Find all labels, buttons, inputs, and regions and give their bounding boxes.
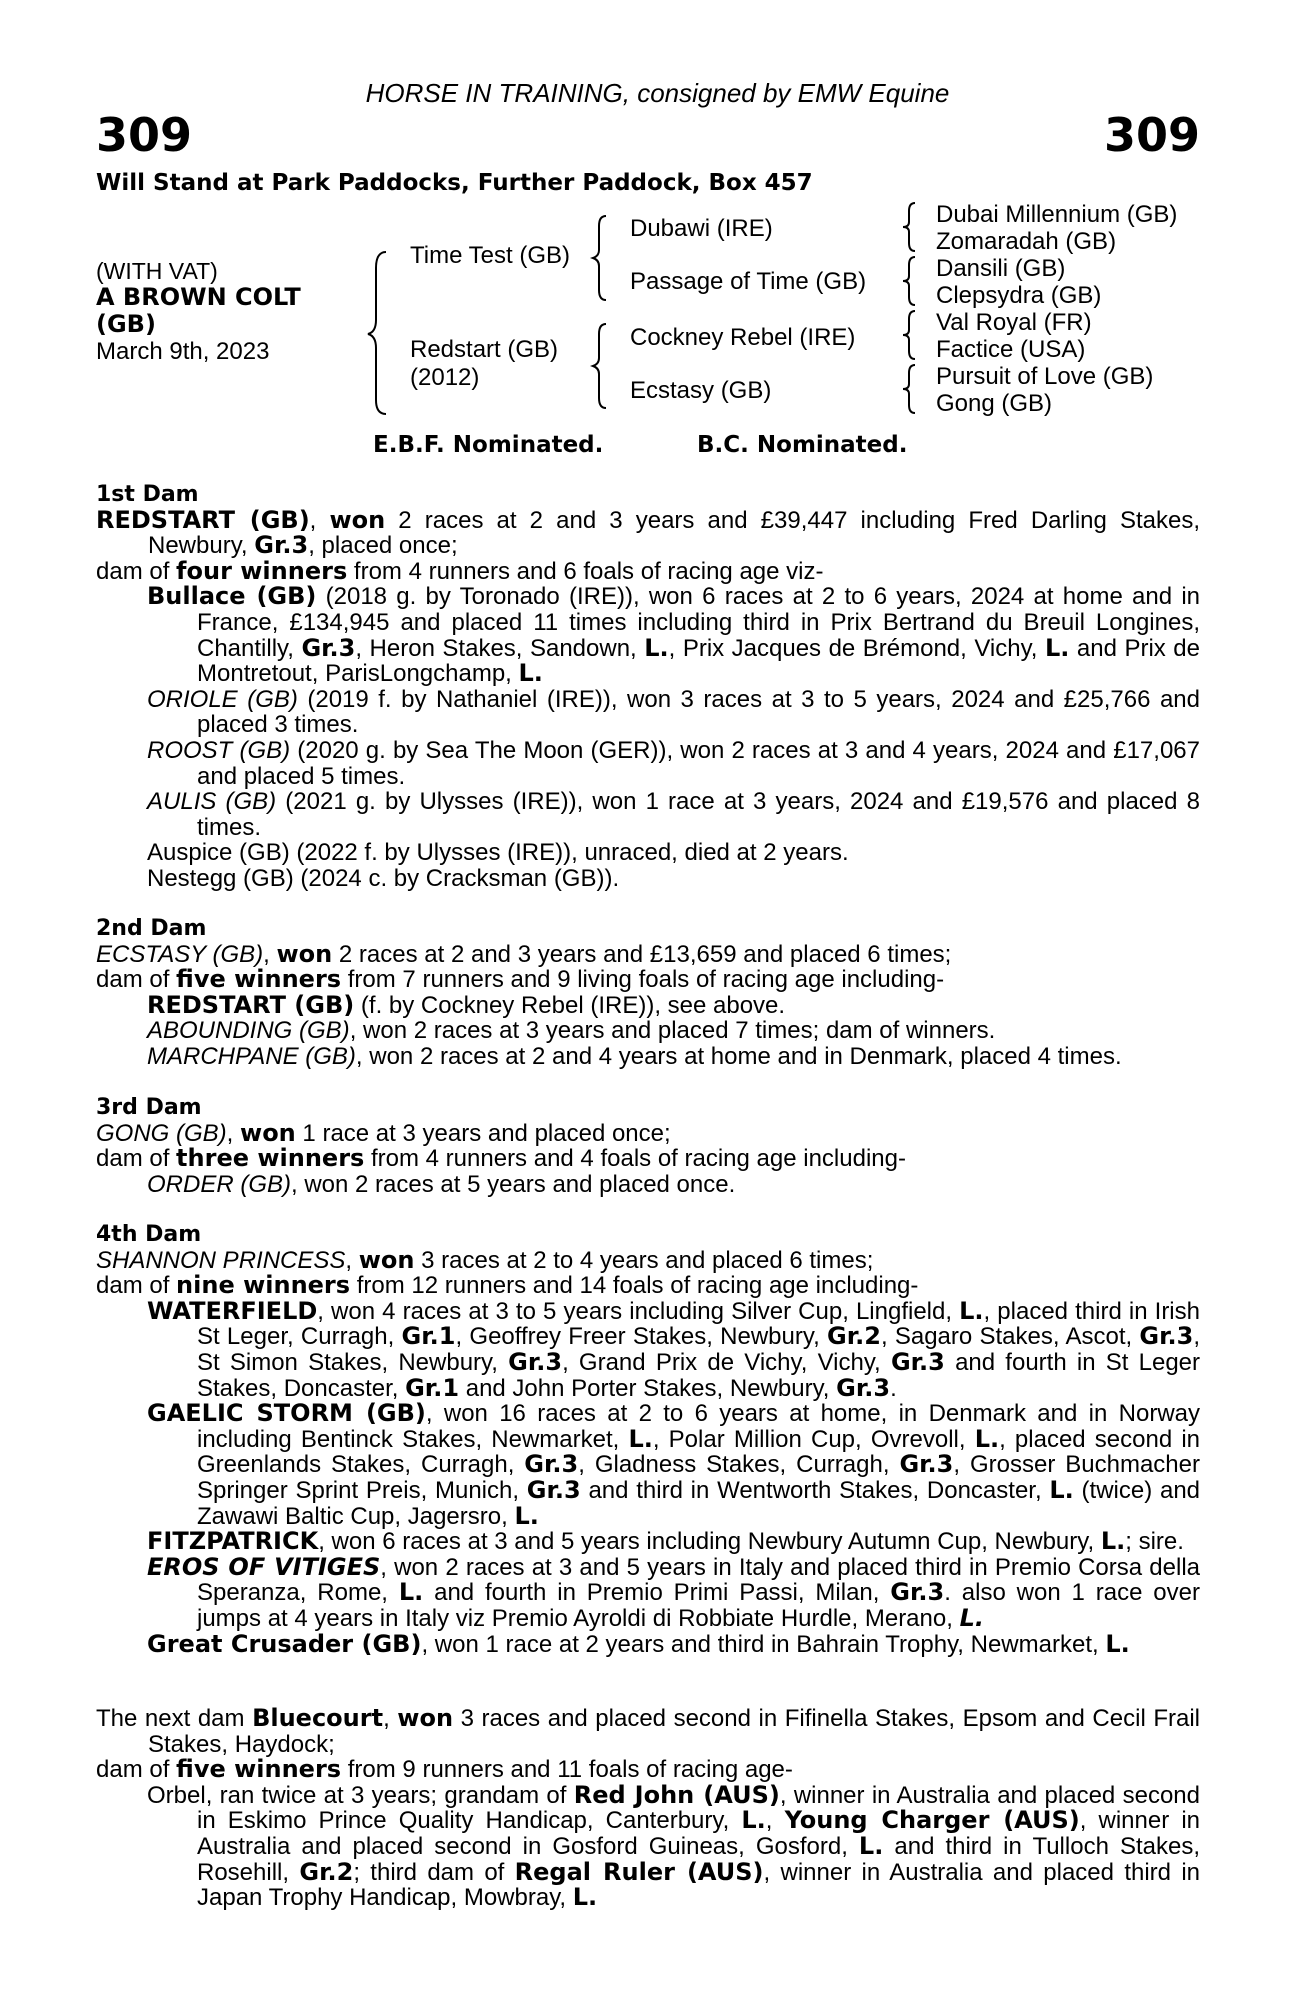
next-dam-produce-summary: dam of five winners from 9 runners and 11 foals of racing age- (96, 1755, 793, 1784)
produce-waterfield: WATERFIELD, won 4 races at 3 to 5 years including Silver Cup, Lingfield, L., placed third in Irish St Leger, Curragh, Gr.1, Geoffrey Freer Stakes, Newbury, Gr.2, Sagaro Stakes, Ascot, Gr.3, St Simon Stakes, Newbury, Gr.3, Grand Prix de Vichy, Vichy, Gr.3 and fourth in St Leger Stakes, Doncaster, Gr.1 and John Porter Stakes, Newbury, Gr.3. (147, 1296, 1201, 1402)
pedigree-g1: Dubai Millennium (GB) (936, 201, 1178, 228)
next-dam-section (96, 1706, 1200, 1911)
produce-fitzpatrick: FITZPATRICK, won 6 races at 3 and 5 years including Newbury Autumn Cup, Newbury, L.; sire. (147, 1527, 1184, 1556)
catalogue-subtitle: HORSE IN TRAINING, consigned by EMW Equine (365, 78, 950, 108)
pedigree-g6: Factice (USA) (936, 336, 1086, 363)
pedigree-brace-main (364, 248, 394, 418)
produce-marchpane: MARCHPANE (GB), won 2 races at 2 and 4 years at home and in Denmark, placed 4 times. (147, 1042, 1122, 1070)
produce-gaelic-storm: GAELIC STORM (GB), won 16 races at 2 to 6 years at home, in Denmark and in Norway including Bentinck Stakes, Newmarket, L., Polar Million Cup, Ovrevoll, L., placed second in Greenlands Stakes, Curragh, Gr.3, Gladness Stakes, Curragh, Gr.3, Grosser Buchmacher Springer Sprint Preis, Munich, Gr.3 and third in Wentworth Stakes, Doncaster, L. (twice) and Zawawi Baltic Cup, Jagersro, L. (147, 1399, 1201, 1530)
second-dam-heading: 2nd Dam (96, 916, 207, 941)
fourth-dam-produce-summary: dam of nine winners from 12 runners and 14 foals of racing age including- (96, 1271, 919, 1300)
lot-number-right: 309 (1103, 108, 1200, 162)
produce-order: ORDER (GB), won 2 races at 5 years and placed once. (147, 1170, 736, 1198)
fourth-dam-heading: 4th Dam (96, 1222, 202, 1247)
pedigree-g4: Clepsydra (GB) (936, 282, 1102, 309)
first-dam-produce-summary: dam of four winners from 4 runners and 6 foals of racing age viz- (96, 556, 824, 585)
pedigree-dam-sire: Cockney Rebel (IRE) (630, 324, 856, 351)
produce-eros-of-vitiges: EROS OF VITIGES, won 2 races at 3 and 5 years in Italy and placed third in Premio Corsa della Speranza, Rome, L. and fourth in Premio Primi Passi, Milan, Gr.3. also won 1 race over jumps at 4 years in Italy viz Premio Ayroldi di Robbiate Hurdle, Merano, L. (147, 1552, 1200, 1632)
pedigree-sire-sire: Dubawi (IRE) (630, 215, 773, 242)
horse-origin: (GB) (96, 310, 156, 338)
second-dam-produce-summary: dam of five winners from 7 runners and 9 living foals of racing age including- (96, 965, 945, 994)
fourth-dam-record: SHANNON PRINCESS, won 3 races at 2 to 4 years and placed 6 times; (96, 1245, 874, 1274)
third-dam-record: GONG (GB), won 1 race at 3 years and placed once; (96, 1118, 671, 1147)
produce-aulis: AULIS (GB) (2021 g. by Ulysses (IRE)), won 1 race at 3 years, 2024 and £19,576 and placed 8 times. (147, 788, 1200, 841)
fourth-dam-section (96, 1222, 1200, 1657)
bc-nomination: B.C. Nominated. (697, 432, 908, 458)
stand-location: Will Stand at Park Paddocks, Further Paddock, Box 457 (96, 170, 813, 196)
pedigree-brace-g4 (900, 362, 920, 416)
second-dam-record: ECSTASY (GB), won 2 races at 2 and 3 years and £13,659 and placed 6 times; (96, 939, 952, 968)
third-dam-produce-summary: dam of three winners from 4 runners and 4 foals of racing age including- (96, 1144, 906, 1173)
produce-oriole: ORIOLE (GB) (2019 f. by Nathaniel (IRE)), won 3 races at 3 to 5 years, 2024 and £25,766 and placed 3 times. (147, 685, 1200, 739)
pedigree-g3: Dansili (GB) (936, 255, 1066, 282)
produce-abounding: ABOUNDING (GB), won 2 races at 3 years and placed 7 times; dam of winners. (147, 1017, 996, 1045)
second-dam-section (96, 916, 1200, 1070)
next-dam-record: The next dam Bluecourt, won 3 races and placed second in Fifinella Stakes, Epsom and Cecil Frail Stakes, Haydock; (96, 1704, 1200, 1758)
lot-number-left: 309 (96, 108, 193, 162)
pedigree-sire-dam: Passage of Time (GB) (630, 268, 867, 295)
horse-name: A BROWN COLT (96, 283, 301, 311)
pedigree-g2: Zomaradah (GB) (936, 228, 1117, 255)
third-dam-heading: 3rd Dam (96, 1095, 202, 1120)
pedigree-brace-g1 (900, 200, 920, 254)
third-dam-section (96, 1095, 1200, 1197)
produce-great-crusader: Great Crusader (GB), won 1 race at 2 years and third in Bahrain Trophy, Newmarket, L. (147, 1629, 1130, 1658)
pedigree-dam-dam: Ecstasy (GB) (630, 377, 772, 404)
first-dam-section (96, 482, 1200, 892)
pedigree-g7: Pursuit of Love (GB) (936, 363, 1154, 390)
pedigree-dam: Redstart (GB) (410, 336, 559, 363)
produce-bullace: Bullace (GB) (2018 g. by Toronado (IRE)), won 6 races at 2 to 6 years, 2024 at home and in France, £134,945 and placed 11 times including third in Prix Bertrand du Breuil Longines, Chantilly, Gr.3, Heron Stakes, Sandown, L., Prix Jacques de Brémond, Vichy, L. and Prix de Montretout, ParisLongchamp, L. (147, 582, 1200, 688)
first-dam-record: REDSTART (GB), won 2 races at 2 and 3 years and £39,447 including Fred Darling Stakes, Newbury, Gr.3, placed once; (96, 505, 1200, 560)
pedigree-brace-sire (590, 212, 612, 304)
foaling-date: March 9th, 2023 (96, 338, 270, 365)
produce-auspice: Auspice (GB) (2022 f. by Ulysses (IRE)), unraced, died at 2 years. (147, 839, 849, 867)
produce-roost: ROOST (GB) (2020 g. by Sea The Moon (GER)), won 2 races at 3 and 4 years, 2024 and £17,067 and placed 5 times. (147, 736, 1200, 790)
pedigree-sire: Time Test (GB) (410, 242, 571, 269)
pedigree-g8: Gong (GB) (936, 390, 1053, 417)
pedigree-dam-year: (2012) (410, 364, 480, 391)
produce-redstart: REDSTART (GB) (f. by Cockney Rebel (IRE)), see above. (147, 990, 786, 1019)
produce-orbel: Orbel, ran twice at 3 years; grandam of Red John (AUS), winner in Australia and placed second in Eskimo Prince Quality Handicap, Canterbury, L., Young Charger (AUS), winner in Australia and placed second in Gosford Guineas, Gosford, L. and third in Tulloch Stakes, Rosehill, Gr.2; third dam of Regal Ruler (AUS), winner in Australia and placed third in Japan Trophy Handicap, Mowbray, L. (147, 1780, 1201, 1912)
vat-status: (WITH VAT) (96, 258, 218, 284)
produce-nestegg: Nestegg (GB) (2024 c. by Cracksman (GB)). (147, 864, 620, 892)
pedigree-brace-dam (590, 320, 612, 412)
pedigree-brace-g2 (900, 254, 920, 308)
ebf-nomination: E.B.F. Nominated. (373, 432, 604, 458)
pedigree-brace-g3 (900, 308, 920, 362)
first-dam-heading: 1st Dam (96, 482, 199, 507)
pedigree-g5: Val Royal (FR) (936, 309, 1092, 336)
